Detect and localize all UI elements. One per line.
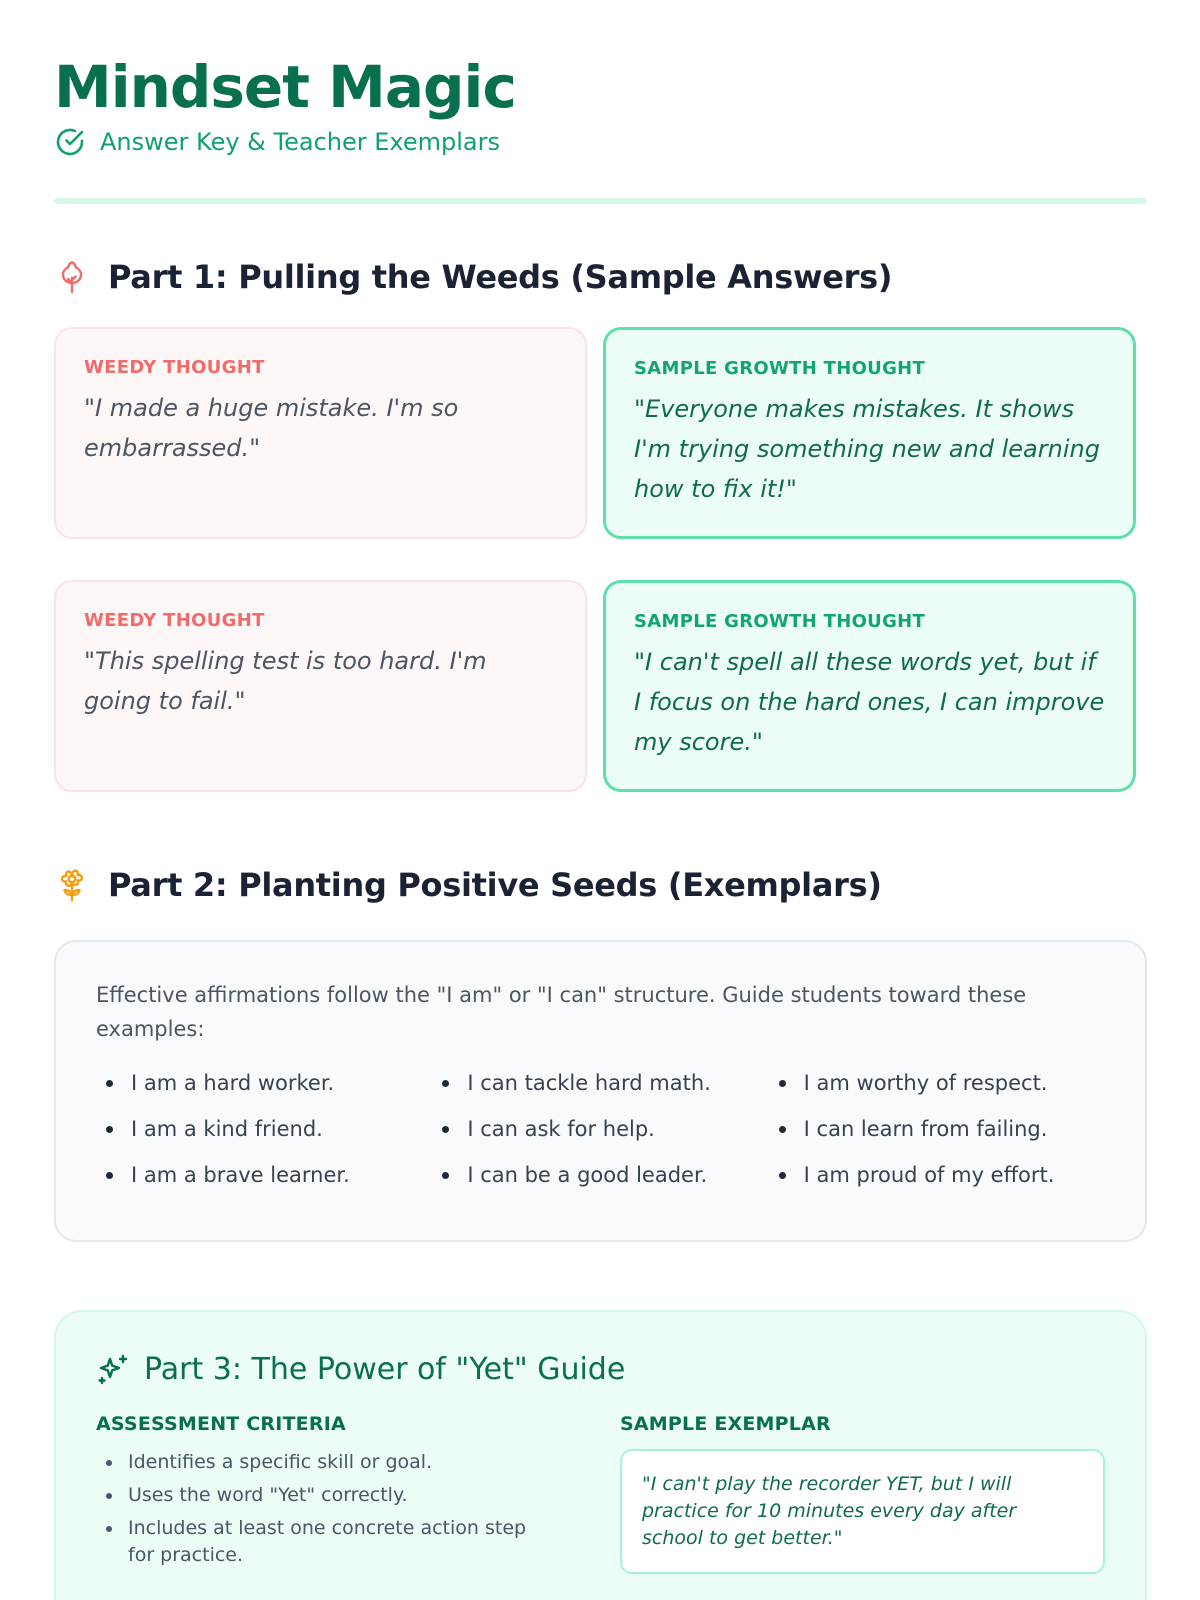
affirmations-intro: Effective affirmations follow the "I am" or "I can" structure. Guide students toward these examples: — [96, 983, 1027, 1041]
answer-key-page — [54, 0, 1147, 1600]
bullet-icon — [106, 1526, 112, 1532]
list-item: I can ask for help. — [432, 1116, 768, 1142]
bullet-icon — [106, 1172, 113, 1179]
exemplar-heading: SAMPLE EXEMPLAR — [620, 1413, 831, 1435]
subtitle-text: Answer Key & Teacher Exemplars — [100, 128, 500, 156]
affirmations-column — [96, 1070, 432, 1208]
bullet-icon — [442, 1126, 449, 1133]
affirmations-columns — [96, 1070, 1105, 1208]
power-of-yet-box — [54, 1310, 1147, 1600]
part3-columns — [96, 1413, 1105, 1575]
list-item: I am proud of my effort. — [769, 1162, 1105, 1188]
list-item: I can be a good leader. — [432, 1162, 768, 1188]
affirmations-column — [432, 1070, 768, 1208]
exemplar-quote: "I can't play the recorder YET, but I will practice for 10 minutes every day after school to get better." — [642, 1473, 1017, 1549]
part1-heading — [54, 258, 892, 296]
page-subtitle — [54, 126, 1147, 158]
weedy-thought-card — [54, 580, 587, 792]
affirmations-column — [769, 1070, 1105, 1208]
page-title: Mindset Magic — [54, 53, 516, 121]
list-item: Uses the word "Yet" correctly. — [96, 1482, 536, 1509]
sparkles-icon — [96, 1353, 130, 1387]
growth-thought-quote: "I can't spell all these words yet, but if I focus on the hard ones, I can improve my score." — [634, 648, 1105, 756]
bullet-icon — [106, 1460, 112, 1466]
part2-title: Part 2: Planting Positive Seeds (Exemplars) — [108, 866, 882, 904]
growth-thought-tag: SAMPLE GROWTH THOUGHT — [634, 358, 926, 379]
list-item: I can learn from failing. — [769, 1116, 1105, 1142]
weedy-thought-tag: WEEDY THOUGHT — [84, 357, 265, 378]
list-item: I am a hard worker. — [96, 1070, 432, 1096]
part3-heading — [96, 1352, 1105, 1387]
weedy-thought-tag: WEEDY THOUGHT — [84, 610, 265, 631]
criteria-list — [96, 1449, 620, 1569]
bullet-icon — [442, 1080, 449, 1087]
bullet-icon — [442, 1172, 449, 1179]
bullet-icon — [106, 1080, 113, 1087]
page-header — [54, 50, 1147, 158]
sprout-icon — [54, 259, 90, 295]
growth-thought-tag: SAMPLE GROWTH THOUGHT — [634, 611, 926, 632]
affirmations-box — [54, 940, 1147, 1242]
growth-thought-card — [603, 580, 1136, 792]
weedy-thought-card — [54, 327, 587, 539]
list-item: Includes at least one concrete action step for practice. — [96, 1515, 536, 1569]
bullet-icon — [779, 1126, 786, 1133]
part1-title: Part 1: Pulling the Weeds (Sample Answers) — [108, 258, 893, 296]
sample-exemplar — [620, 1413, 1105, 1575]
bullet-icon — [779, 1172, 786, 1179]
list-item: I can tackle hard math. — [432, 1070, 768, 1096]
growth-thought-card — [603, 327, 1136, 539]
list-item: I am a kind friend. — [96, 1116, 432, 1142]
exemplar-box — [620, 1449, 1105, 1574]
flower-icon — [54, 867, 90, 903]
part2-heading — [54, 866, 882, 904]
bullet-icon — [779, 1080, 786, 1087]
growth-thought-quote: "Everyone makes mistakes. It shows I'm trying something new and learning how to fix it!" — [634, 395, 1100, 503]
list-item: Identifies a specific skill or goal. — [96, 1449, 536, 1476]
weedy-thought-quote: "I made a huge mistake. I'm so embarrassed." — [84, 394, 459, 462]
list-item: I am worthy of respect. — [769, 1070, 1105, 1096]
header-divider — [54, 198, 1147, 204]
assessment-criteria — [96, 1413, 620, 1575]
bullet-icon — [106, 1493, 112, 1499]
part3-title: Part 3: The Power of "Yet" Guide — [144, 1352, 626, 1387]
criteria-heading: ASSESSMENT CRITERIA — [96, 1413, 346, 1435]
check-circle-icon — [54, 126, 86, 158]
list-item: I am a brave learner. — [96, 1162, 432, 1188]
weedy-thought-quote: "This spelling test is too hard. I'm going to fail." — [84, 647, 487, 715]
bullet-icon — [106, 1126, 113, 1133]
